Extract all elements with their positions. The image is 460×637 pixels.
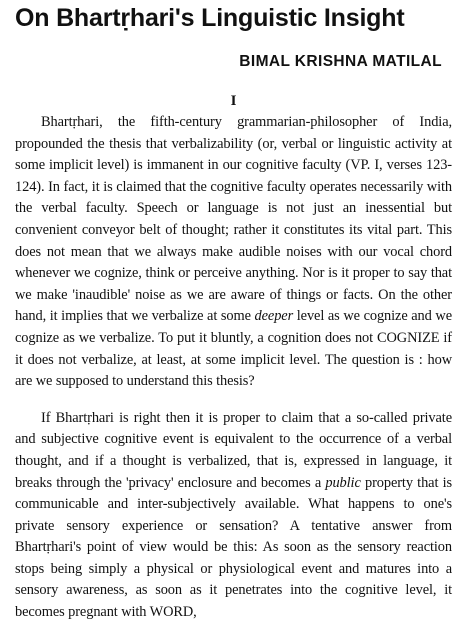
section-heading: I [230, 93, 237, 109]
paragraph-2 [15, 408, 452, 624]
paragraph-1-text-b: level as we cognize and we cognize as we verbalize. To put it bluntly, a cognition does not COGNIZE if it does not verbalize, at least, at some implicit level. The question is : how are we supposed to understand this thesis? [15, 308, 452, 390]
paragraph-1-text-a: Bhartṛhari, the fifth-century grammarian-philosopher of India, propounded the thesis that verbalizability (or, verbal or linguistic activity at some implicit level) is immanent in our cognitive faculty (VP. I, verses 123-124). In fact, it is claimed that the cognitive faculty operates necessarily with the verbal faculty. Speech or language is not just an inessential but convenient conveyor belt of thought; rather it constitutes its vital part. This does not mean that we always make audible noises with our vocal chord whenever we cognize, think or perceive anything. Nor is it proper to say that we make 'inaudible' noise as we are aware of things or facts. On the other hand, it implies that we verbalize at some [15, 114, 452, 325]
paragraph-2-emphasis: public [325, 474, 361, 491]
paragraph-1 [15, 112, 452, 393]
paragraph-2-text-a: If Bhartṛhari is right then it is proper to claim that a so-called private and subjective cognitive event is equivalent to the occurrence of a verbal thought, and if a thought is verbalized, that is, expressed in language, it breaks through the 'privacy' enclosure and becomes a [15, 409, 452, 491]
paragraph-2-text-b: property that is communicable and inter-subjectively available. What happens to one's private sensory experience or sensation? A tentative answer from Bhartṛhari's point of view would be this: As soon as the sensory reaction stops being simply a physical or physiological event and matures into a sensory awareness, as soon as it penetrates into the cognitive level, it becomes pregnant with WORD, [15, 474, 452, 621]
article-title: On Bhartṛhari's Linguistic Insight [15, 4, 405, 32]
paragraph-1-emphasis: deeper [254, 308, 294, 325]
author-name: BIMAL KRISHNA MATILAL [239, 53, 442, 70]
